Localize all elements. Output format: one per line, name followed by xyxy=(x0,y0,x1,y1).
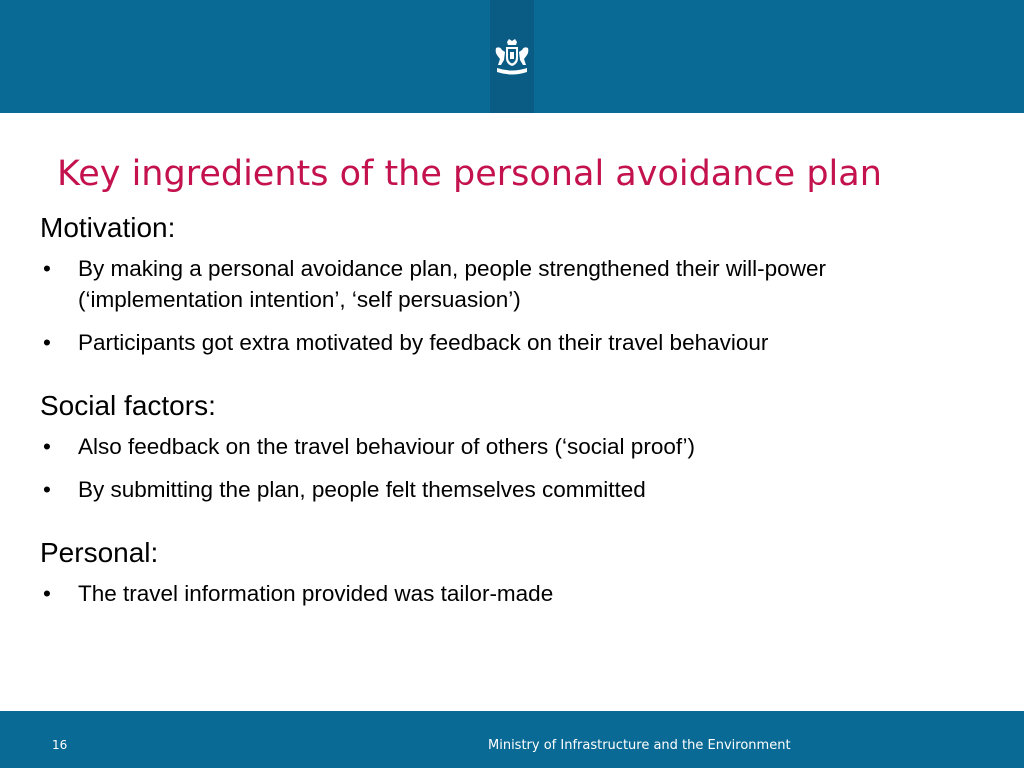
section-personal xyxy=(40,533,990,609)
bullet-text: By submitting the plan, people felt themselves committed xyxy=(78,477,646,502)
section-heading: Personal: xyxy=(40,537,159,568)
bullet-list xyxy=(40,253,990,358)
footer-bar xyxy=(0,711,1024,768)
page-number: 16 xyxy=(52,738,68,752)
slide-content xyxy=(40,208,990,621)
bullet-item xyxy=(40,474,990,505)
bullet-item xyxy=(40,431,990,462)
section-motivation xyxy=(40,208,990,358)
bullet-text: Also feedback on the travel behaviour of others (‘social proof’) xyxy=(78,434,695,459)
bullet-text: The travel information provided was tailor-made xyxy=(78,581,554,606)
slide-title: Key ingredients of the personal avoidance plan xyxy=(57,154,882,194)
bullet-marker: • xyxy=(43,434,51,459)
footer-organization: Ministry of Infrastructure and the Environment xyxy=(488,738,791,753)
bullet-list xyxy=(40,578,990,609)
bullet-list xyxy=(40,431,990,505)
bullet-marker: • xyxy=(43,477,51,502)
bullet-text: By making a personal avoidance plan, people strengthened their will-power (‘implementation intention’, ‘self persuasion’) xyxy=(78,256,826,312)
bullet-item xyxy=(40,578,990,609)
bullet-marker: • xyxy=(43,330,51,355)
bullet-marker: • xyxy=(43,581,51,606)
bullet-marker: • xyxy=(43,256,51,281)
bullet-text: Participants got extra motivated by feedback on their travel behaviour xyxy=(78,330,769,355)
section-heading: Motivation: xyxy=(40,212,176,243)
royal-coat-of-arms-icon xyxy=(493,38,531,78)
section-social-factors xyxy=(40,386,990,505)
bullet-item xyxy=(40,327,990,358)
header-banner xyxy=(0,0,1024,113)
bullet-item xyxy=(40,253,990,315)
section-heading: Social factors: xyxy=(40,390,216,421)
